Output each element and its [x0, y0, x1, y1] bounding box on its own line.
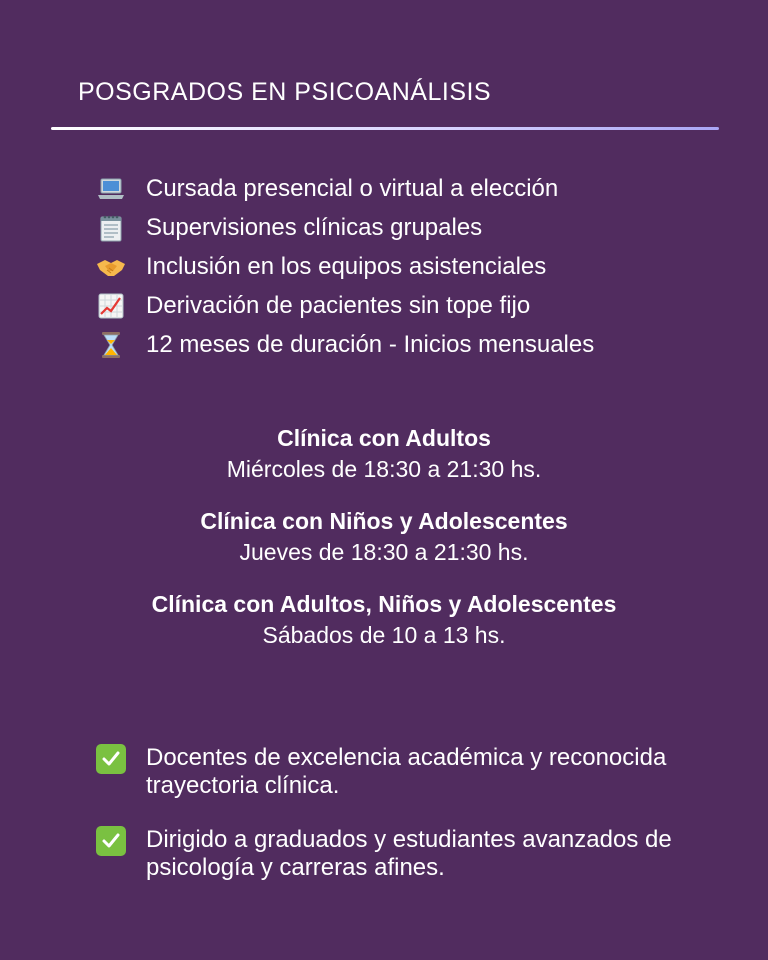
notepad-icon	[96, 213, 126, 243]
highlight-list	[96, 744, 706, 908]
feature-item	[96, 286, 594, 325]
laptop-icon	[96, 174, 126, 204]
schedule-title: Clínica con Adultos, Niños y Adolescentes	[151, 591, 617, 617]
highlight-item	[96, 744, 706, 800]
chart-increasing-icon	[96, 291, 126, 321]
schedule-title: Clínica con Adultos	[277, 425, 491, 451]
highlight-text: Docentes de excelencia académica y reconocida trayectoria clínica.	[146, 744, 667, 799]
feature-text: Supervisiones clínicas grupales	[146, 213, 483, 241]
feature-item	[96, 247, 594, 286]
highlight-text: Dirigido a graduados y estudiantes avanzados de psicología y carreras afines.	[146, 826, 672, 881]
hourglass-icon	[96, 330, 126, 360]
schedule-section	[0, 423, 768, 672]
schedule-time: Sábados de 10 a 13 hs.	[262, 622, 506, 648]
feature-item	[96, 208, 594, 247]
highlight-item	[96, 826, 706, 882]
page-title: POSGRADOS EN PSICOANÁLISIS	[78, 78, 492, 106]
schedule-title: Clínica con Niños y Adolescentes	[200, 508, 568, 534]
schedule-block	[0, 589, 768, 651]
feature-item	[96, 169, 594, 208]
schedule-block	[0, 423, 768, 485]
feature-text: Derivación de pacientes sin tope fijo	[146, 291, 531, 319]
schedule-time: Jueves de 18:30 a 21:30 hs.	[239, 539, 529, 565]
feature-text: Cursada presencial o virtual a elección	[146, 174, 559, 202]
check-mark-icon	[96, 744, 126, 774]
feature-list	[96, 169, 594, 364]
feature-text: 12 meses de duración - Inicios mensuales	[146, 330, 595, 358]
check-mark-icon	[96, 826, 126, 856]
feature-text: Inclusión en los equipos asistenciales	[146, 252, 547, 280]
schedule-time: Miércoles de 18:30 a 21:30 hs.	[226, 456, 542, 482]
feature-item	[96, 325, 594, 364]
schedule-block	[0, 506, 768, 568]
title-divider	[51, 127, 719, 130]
handshake-icon	[96, 252, 126, 282]
